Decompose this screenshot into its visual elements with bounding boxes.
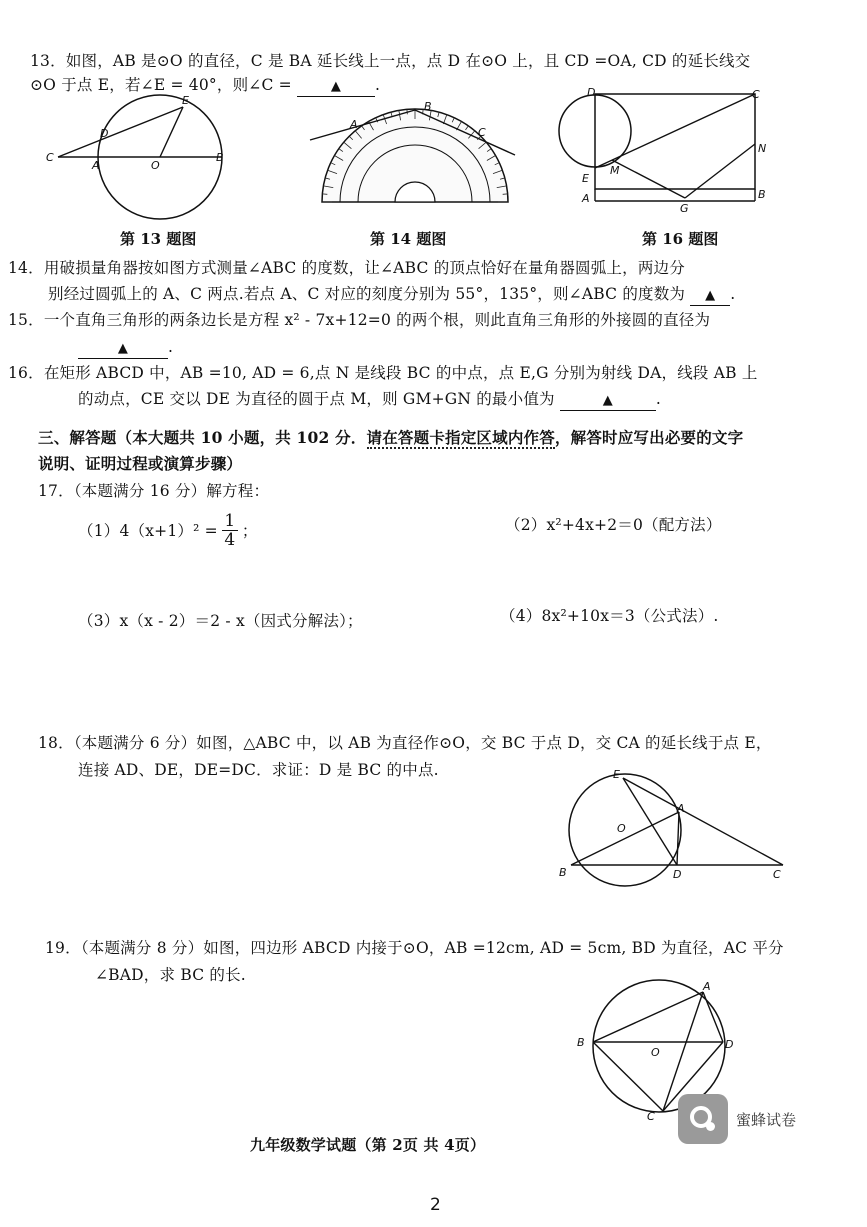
page-footer: 九年级数学试题（第 2页 共 4页）	[250, 1136, 486, 1154]
q15-line1: 15．一个直角三角形的两条边长是方程 x² - 7x+12=0 的两个根，则此直角三角形的外接圆的直径为	[8, 311, 711, 329]
q16-answer-blank[interactable]: ▲	[560, 390, 656, 411]
section-3-line2: 说明、证明过程或演算步骤）	[38, 454, 243, 473]
fraction-denominator: 4	[224, 530, 236, 550]
f16-label-e: E	[582, 172, 589, 185]
f19-label-o: O	[651, 1046, 660, 1059]
q17-part1: （1）4（x+1）² = 1 4 ；	[78, 511, 258, 550]
f14-label-a: A	[350, 118, 358, 131]
f18-label-o: O	[617, 822, 626, 835]
q17-part2: （2）x²+4x+2＝0（配方法）	[505, 516, 722, 534]
q16-line1: 16．在矩形 ABCD 中，AB =10, AD = 6,点 N 是线段 BC 的中点，点 E,G 分别为射线 DA，线段 AB 上	[8, 364, 758, 382]
q14-line2: 别经过圆弧上的 A、C 两点.若点 A、C 对应的刻度分别为 55°，135°，则∠ABC 的度数为 ▲ .	[48, 281, 735, 307]
f19-label-d: D	[725, 1038, 734, 1051]
f18-label-c: C	[773, 868, 781, 881]
q13-line2: ⊙O 于点 E，若∠E = 40°，则∠C = ▲ .	[30, 72, 380, 98]
page-number: 2	[430, 1195, 441, 1215]
f13-label-d: D	[100, 127, 109, 140]
q13-line1: 13．如图，AB 是⊙O 的直径，C 是 BA 延长线上一点，点 D 在⊙O 上，且 CD =OA, CD 的延长线交	[30, 52, 751, 70]
watermark-logo-icon	[678, 1094, 728, 1144]
f16-label-a: A	[582, 192, 590, 205]
q19-line2: ∠BAD，求 BC 的长.	[95, 966, 246, 984]
f16-label-d: D	[587, 86, 596, 99]
f13-label-e: E	[182, 94, 189, 107]
f18-label-a: A	[677, 802, 685, 815]
f16-label-n: N	[758, 142, 767, 155]
f19-label-c: C	[647, 1110, 655, 1123]
f13-label-c: C	[46, 151, 54, 164]
q14-line1: 14．用破损量角器按如图方式测量∠ABC 的度数，让∠ABC 的顶点恰好在量角器圆弧上，两边分	[8, 259, 685, 277]
f16-label-c: C	[752, 88, 760, 101]
figure-18	[555, 770, 800, 900]
f13-label-a: A	[92, 159, 100, 172]
f19-label-b: B	[577, 1036, 585, 1049]
f18-label-b: B	[559, 866, 567, 879]
watermark-text: 蜜蜂试卷	[736, 1110, 797, 1129]
f14-label-c: C	[478, 126, 486, 139]
figure-13	[40, 95, 240, 225]
q15-line2: ▲ .	[78, 334, 173, 360]
figure-14-protractor	[310, 100, 520, 210]
q19-line1: 19．（本题满分 8 分）如图，四边形 ABCD 内接于⊙O，AB =12cm, AD = 5cm, BD 为直径，AC 平分	[45, 939, 784, 957]
f16-label-g: G	[680, 202, 689, 215]
fraction-numerator: 1	[224, 511, 236, 531]
f19-label-a: A	[703, 980, 711, 993]
q14-answer-blank[interactable]: ▲	[690, 285, 730, 306]
q17-part4: （4）8x²+10x＝3（公式法）.	[500, 607, 719, 625]
q13-answer-blank[interactable]: ▲	[297, 76, 375, 97]
f18-label-d: D	[673, 868, 682, 881]
q18-line1: 18．（本题满分 6 分）如图，△ABC 中，以 AB 为直径作⊙O，交 BC 于点 D，交 CA 的延长线于点 E，	[38, 734, 772, 752]
f16-label-b: B	[758, 188, 766, 201]
f16-label-m: M	[610, 164, 620, 177]
watermark	[678, 1094, 796, 1144]
f13-label-b: B	[216, 151, 224, 164]
q17-title: 17．（本题满分 16 分）解方程：	[38, 482, 270, 500]
f13-label-o: O	[151, 159, 160, 172]
f18-label-e: E	[613, 768, 620, 781]
caption-fig14: 第 14 题图	[370, 230, 447, 248]
q17-part3: （3）x（x - 2）＝2 - x（因式分解法）；	[78, 612, 363, 630]
caption-fig16: 第 16 题图	[642, 230, 719, 248]
caption-fig13: 第 13 题图	[120, 230, 197, 248]
section-3-header: 三、解答题（本大题共 10 小题，共 102 分．请在答题卡指定区域内作答，解答时应写出必要的文字	[38, 428, 744, 447]
q18-line2: 连接 AD、DE，DE=DC．求证：D 是 BC 的中点.	[78, 761, 439, 779]
figure-16	[560, 86, 780, 216]
f14-label-b: B	[424, 100, 432, 113]
q16-line2: 的动点，CE 交以 DE 为直径的圆于点 M，则 GM+GN 的最小值为 ▲ .	[78, 386, 661, 412]
q15-answer-blank[interactable]: ▲	[78, 338, 168, 359]
